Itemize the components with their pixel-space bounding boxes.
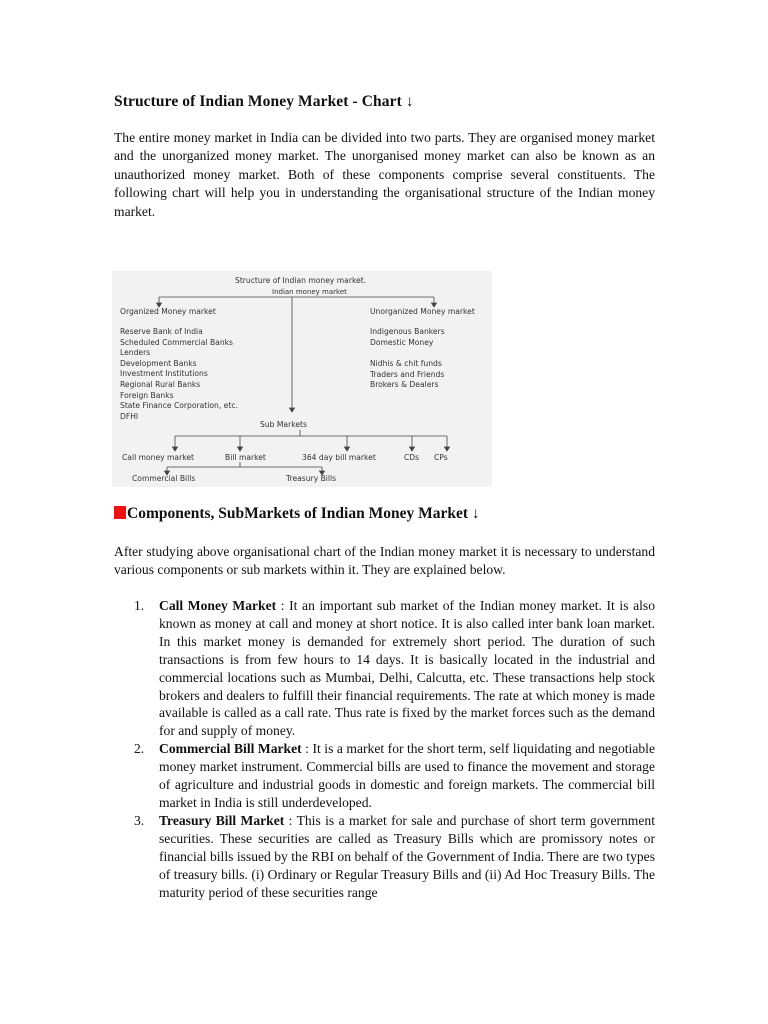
- section-title-text: Components, SubMarkets of Indian Money Market ↓: [127, 505, 480, 522]
- section-title: [114, 505, 480, 523]
- list-item-text: : This is a market for sale and purchase of short term government securities. These securities are called as Treasury Bills which are promissory notes or financial bills issued by the RBI on behalf of the Government of India. There are two types of treasury bills. (i) Ordinary or Regular Treasury Bills and (ii) Ad Hoc Treasury Bills. The maturity period of these securities range: [159, 812, 655, 900]
- cps-label: CPs: [434, 453, 448, 462]
- list-item: [114, 812, 655, 902]
- chart-list-item: Nidhis & chit funds: [370, 359, 442, 368]
- chart-list-item: Foreign Banks: [120, 390, 174, 400]
- chart-heading: Structure of Indian money market.: [235, 276, 367, 285]
- money-market-chart: [112, 271, 492, 487]
- list-item-term: Treasury Bill Market: [159, 812, 285, 828]
- list-item-term: Commercial Bill Market: [159, 741, 302, 757]
- bill-market-label: Bill market: [225, 453, 266, 462]
- chart-list-item: Regional Rural Banks: [120, 380, 201, 389]
- list-item-number: 2.: [134, 741, 145, 757]
- cds-label: CDs: [404, 453, 420, 462]
- chart-list-item: Traders and Friends: [370, 369, 445, 379]
- section-intro-paragraph: After studying above organisational chart of the Indian money market it is necessary to understand various components or sub markets within it. They are explained below.: [114, 544, 655, 578]
- chart-list-item: Domestic Money: [370, 337, 434, 347]
- submarkets-label: Sub Markets: [260, 420, 307, 429]
- call-money-label: Call money market: [122, 453, 194, 462]
- list-item-number: 1.: [134, 598, 145, 613]
- chart-list-item: Investment Institutions: [120, 369, 208, 379]
- list-item-number: 3.: [134, 812, 145, 828]
- organized-title: Organized Money market: [120, 307, 216, 316]
- chart-list-item: Reserve Bank of India: [120, 327, 203, 336]
- list-item: [114, 740, 655, 812]
- chart-subheading: Indian money market: [272, 288, 347, 296]
- unorganized-title: Unorganized Money market: [370, 307, 475, 316]
- page-title: Structure of Indian Money Market - Chart ↓: [114, 93, 414, 110]
- chart-list-item: Development Banks: [120, 358, 197, 368]
- list-item-text: : It is a market for the short term, self liquidating and negotiable money market instrument. Commercial bills are used to finance the movement and storage of agriculture and industrial goods in domestic and foreign markets. The commercial bill market in India is still underdeveloped.: [159, 741, 655, 810]
- treasury-bills-label: Treasury Bills: [286, 474, 337, 483]
- list-item-term: Call Money Market: [159, 598, 277, 613]
- chart-list-item: Scheduled Commercial Banks: [120, 337, 233, 347]
- list-item-text: : It an important sub market of the Indian money market. It is also known as money at call and money at short notice. It is also called inter bank loan market. In this market money is demanded for extremely short period. The duration of such transactions is from few hours to 14 days. It is basically located in the industrial and commercial locations such as Mumbai, Delhi, Calcutta, etc. These transactions help stock brokers and dealers to fulfill their financial requirements. The rate at which money is made available is called as a call rate. Thus rate is fixed by the market forces such as the demand for and supply of money.: [159, 598, 655, 739]
- red-square-icon: [114, 506, 126, 519]
- chart-list-item: DFHI: [120, 411, 139, 421]
- tbill-364-label: 364 day bill market: [302, 453, 376, 462]
- chart-list-item: Lenders: [120, 348, 151, 358]
- components-list: [114, 597, 655, 901]
- list-item: [114, 597, 655, 740]
- commercial-bills-label: Commercial Bills: [132, 474, 196, 483]
- intro-paragraph: The entire money market in India can be divided into two parts. They are organised money market and the unorganized money market. The unorganised money market can also be known as an unauthorized money market. Both of these components comprise several constituents. The following chart will help you in understanding the organisational structure of the Indian money market.: [114, 130, 655, 219]
- chart-list-item: Brokers & Dealers: [370, 380, 439, 390]
- chart-list-item: State Finance Corporation, etc.: [120, 401, 238, 411]
- chart-list-item: Indigenous Bankers: [370, 327, 445, 336]
